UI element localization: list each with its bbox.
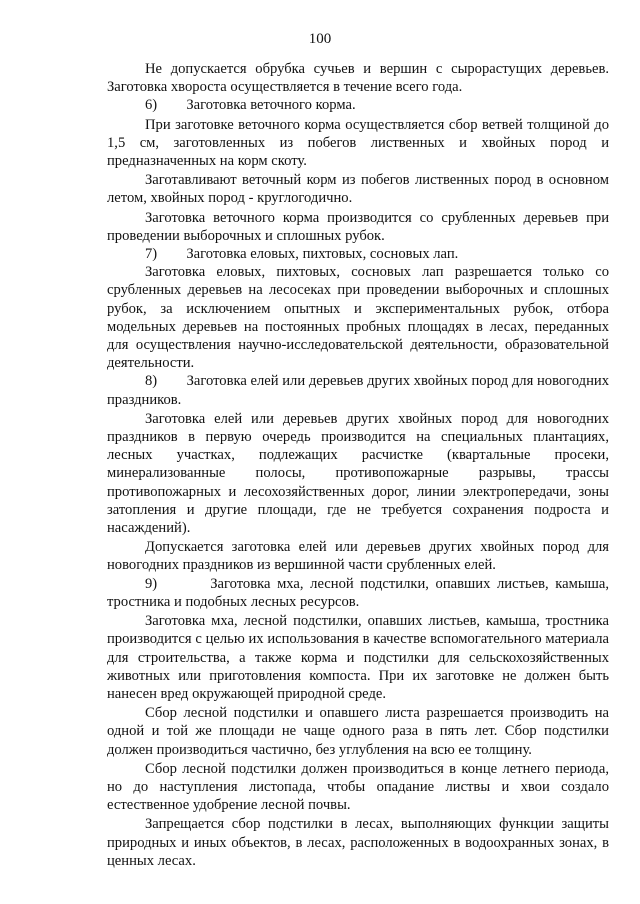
page-number: 100 [308, 31, 332, 47]
list-item-9: 9) Заготовка мха, лесной подстилки, опавших листьев, камыша, тростника и подобных лесных ресурсов. [107, 575, 609, 610]
list-item-8: 8) Заготовка елей или деревьев других хвойных пород для новогодних праздников. [107, 373, 609, 408]
paragraph-4: Заготовка веточного корма производится со срубленных деревьев при проведении выборочных и сплошных рубок. [107, 209, 609, 244]
paragraph-6: Заготовка елей или деревьев других хвойных пород для новогодних праздников в первую очередь производится на специальных плантациях, лесных участках, подлежащих расчистке (квартальные просеки, минерализованные полосы, противопожарные разрывы, трассы противопожарных и лесохозяйственных дорог, линии электропередачи, зоны затопления и другие площади, где не требуется сохранения подроста и насаждений). [107, 410, 609, 537]
paragraph-3: Заготавливают веточный корм из побегов лиственных пород в основном летом, хвойных пород - круглогодично. [107, 172, 609, 207]
list-item-6: 6) Заготовка веточного корма. [145, 97, 356, 114]
paragraph-8: Заготовка мха, лесной подстилки, опавших листьев, камыша, тростника производится с целью их использования в качестве вспомогательного материала для строительства, а также корма и подстилки для сельскохозяйственных животных или приготовления компоста. При их заготовке не должен быть нанесен вред окружающей природной среде. [107, 613, 609, 702]
paragraph-10: Сбор лесной подстилки должен производиться в конце летнего периода, но до наступления листопада, чтобы опадание листвы и хвои создало естественное удобрение лесной почвы. [107, 760, 609, 814]
paragraph-11: Запрещается сбор подстилки в лесах, выполняющих функции защиты природных и иных объектов, в лесах, расположенных в водоохранных зонах, в ценных лесах. [107, 816, 609, 869]
paragraph-2: При заготовке веточного корма осуществляется сбор ветвей толщиной до 1,5 см, заготовленных из побегов лиственных и хвойных пород и предназначенных на корм скоту. [107, 116, 609, 170]
paragraph-9: Сбор лесной подстилки и опавшего листа разрешается производить на одной и той же площади не чаще одного раза в пять лет. Сбор подстилки должен производиться частично, без углубления на всю ее толщину. [107, 705, 609, 758]
list-item-7: 7) Заготовка еловых, пихтовых, сосновых лап. [145, 246, 459, 263]
paragraph-1: Не допускается обрубка сучьев и вершин с сырорастущих деревьев. Заготовка хвороста осуществляется в течение всего года. [107, 61, 609, 96]
document-body [107, 60, 609, 870]
paragraph-7: Допускается заготовка елей или деревьев других хвойных пород для новогодних праздников из вершинной части срубленных елей. [107, 539, 609, 574]
paragraph-5: Заготовка еловых, пихтовых, сосновых лап разрешается только со срубленных деревьев на лесосеках при проведении выборочных и сплошных рубок, за исключением опытных и экспериментальных рубок, отбора модельных деревьев на постоянных пробных площадях в лесах, переданных для осуществления научно-исследовательской деятельности, образовательной деятельности. [107, 264, 609, 372]
